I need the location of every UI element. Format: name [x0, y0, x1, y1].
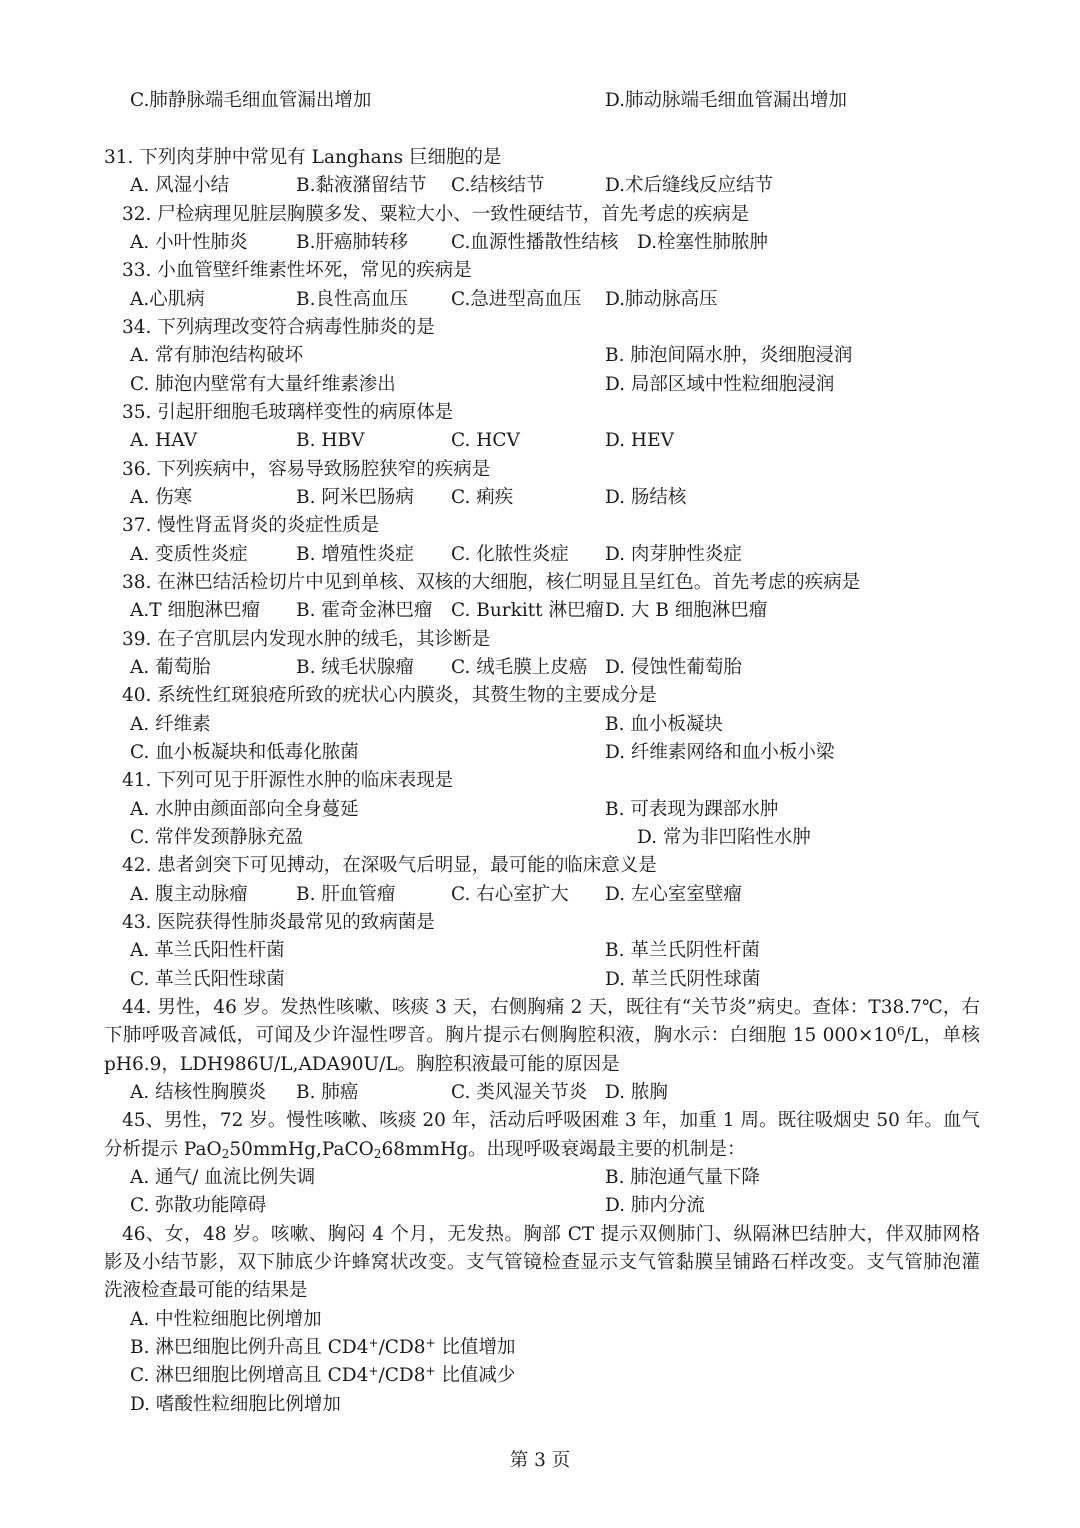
q42-option-d: D. 左心室室壁瘤 [605, 884, 742, 905]
q34-option-a: A. 常有肺泡结构破坏 [130, 345, 304, 366]
q40-option-c: C. 血小板凝块和低毒化脓菌 [130, 742, 359, 763]
q44-option-c: C. 类风湿关节炎 [451, 1082, 588, 1103]
q34-option-d: D. 局部区域中性粒细胞浸润 [605, 374, 835, 395]
q46-option-d: D. 嗜酸性粒细胞比例增加 [130, 1394, 341, 1415]
q46-stem-line2: 影及小结节影，双下肺底少许蜂窝状改变。支气管镜检查显示支气管黏膜呈铺路石样改变。支气管肺泡灌 [104, 1252, 980, 1273]
q35-option-a: A. HAV [130, 430, 198, 451]
q45-option-b: B. 肺泡通气量下降 [605, 1167, 760, 1188]
q40-option-d: D. 纤维素网络和血小板小梁 [605, 742, 835, 763]
q42-stem: 42. 患者剑突下可见搏动，在深吸气后明显，最可能的临床意义是 [122, 855, 657, 876]
q31-stem: 31. 下列肉芽肿中常见有 Langhans 巨细胞的是 [104, 147, 502, 168]
q44-option-a: A. 结核性胸膜炎 [130, 1082, 267, 1103]
q39-option-a: A. 葡萄胎 [130, 657, 211, 678]
q43-option-b: B. 革兰氏阴性杆菌 [605, 940, 760, 961]
q37-option-a: A. 变质性炎症 [130, 544, 248, 565]
q41-stem: 41. 下列可见于肝源性水肿的临床表现是 [122, 770, 454, 791]
q36-option-a: A. 伤寒 [130, 487, 193, 508]
q43-option-d: D. 革兰氏阴性球菌 [605, 969, 761, 990]
q41-option-d: D. 常为非凹陷性水肿 [637, 827, 811, 848]
q46-option-c: C. 淋巴细胞比例增高且 CD4+/CD8+ 比值减少 [130, 1364, 516, 1386]
q39-option-b: B. 绒毛状腺瘤 [296, 657, 414, 678]
q35-option-d: D. HEV [605, 430, 674, 451]
q44-option-d: D. 脓胸 [605, 1082, 668, 1103]
q44-option-b: B. 肺癌 [296, 1082, 359, 1103]
q33-stem: 33. 小血管壁纤维素性坏死，常见的疾病是 [122, 260, 472, 281]
q43-option-a: A. 革兰氏阳性杆菌 [130, 940, 285, 961]
q31-option-c: C.结核结节 [451, 175, 545, 196]
q38-option-a: A.T 细胞淋巴瘤 [130, 600, 260, 621]
q36-option-d: D. 肠结核 [605, 487, 687, 508]
q41-option-a: A. 水肿由颜面部向全身蔓延 [130, 799, 359, 820]
q32-option-a: A. 小叶性肺炎 [130, 232, 248, 253]
q39-option-c: C. 绒毛膜上皮癌 [451, 657, 588, 678]
q45-option-c: C. 弥散功能障碍 [130, 1195, 267, 1216]
q38-stem: 38. 在淋巴结活检切片中见到单核、双核的大细胞，核仁明显且呈红色。首先考虑的疾病是 [122, 572, 861, 593]
q34-option-b: B. 肺泡间隔水肿，炎细胞浸润 [605, 345, 853, 366]
q37-stem: 37. 慢性肾盂肾炎的炎症性质是 [122, 515, 380, 536]
q45-option-a: A. 通气/ 血流比例失调 [130, 1167, 316, 1188]
q45-stem-line2: 分析提示 PaO$_2$50mmHg,PaCO$_2$68mmHg。出现呼吸衰竭最主要的机制是： [104, 1139, 746, 1161]
q32-stem: 32. 尸检病理见脏层胸膜多发、粟粒大小、一致性硬结节，首先考虑的疾病是 [122, 204, 750, 225]
q32-option-c: C.血源性播散性结核 [451, 232, 619, 253]
q33-option-c: C.急进型高血压 [451, 289, 582, 310]
q38-option-d: D. 大 B 细胞淋巴瘤 [605, 600, 768, 621]
q41-option-b: B. 可表现为踝部水肿 [605, 799, 779, 820]
q32-option-d: D.栓塞性肺脓肿 [637, 232, 769, 253]
q34-option-c: C. 肺泡内壁常有大量纤维素渗出 [130, 374, 396, 395]
q35-option-c: C. HCV [451, 430, 520, 451]
q40-option-b: B. 血小板凝块 [605, 714, 723, 735]
q31-option-b: B.黏液潴留结节 [296, 175, 427, 196]
q35-option-b: B. HBV [296, 430, 365, 451]
q44-stem-line1: 44. 男性，46 岁。发热性咳嗽、咳痰 3 天，右侧胸痛 2 天，既往有“关节炎”病史。查体：T38.7℃，右 [122, 997, 980, 1018]
q45-option-d: D. 肺内分流 [605, 1195, 705, 1216]
q46-stem-line1: 46、女，48 岁。咳嗽、胸闷 4 个月，无发热。胸部 CT 提示双侧肺门、纵隔淋巴结肿大，伴双肺网格 [122, 1224, 980, 1245]
q40-option-a: A. 纤维素 [130, 714, 211, 735]
q31-option-a: A. 风湿小结 [130, 175, 230, 196]
q38-option-b: B. 霍奇金淋巴瘤 [296, 600, 433, 621]
q37-option-b: B. 增殖性炎症 [296, 544, 414, 565]
q37-option-d: D. 肉芽肿性炎症 [605, 544, 742, 565]
q33-option-d: D.肺动脉高压 [605, 289, 718, 310]
q30-option-d: D.肺动脉端毛细血管漏出增加 [605, 90, 848, 111]
q36-stem: 36. 下列疾病中，容易导致肠腔狭窄的疾病是 [122, 459, 491, 480]
q43-option-c: C. 革兰氏阳性球菌 [130, 969, 285, 990]
q36-option-b: B. 阿米巴肠病 [296, 487, 414, 508]
q46-option-b: B. 淋巴细胞比例升高且 CD4+/CD8+ 比值增加 [130, 1336, 516, 1358]
q38-option-c: C. Burkitt 淋巴瘤 [451, 600, 604, 621]
q39-option-d: D. 侵蚀性葡萄胎 [605, 657, 742, 678]
q33-option-a: A.心肌病 [130, 289, 205, 310]
page-number: 第 3 页 [509, 1450, 571, 1471]
q43-stem: 43. 医院获得性肺炎最常见的致病菌是 [122, 912, 435, 933]
q44-stem-line2: 下肺呼吸音减低，可闻及少许湿性啰音。胸片提示右侧胸腔积液，胸水示：白细胞 15 $000\times 10^6/L$，单核 [104, 1024, 980, 1046]
q37-option-c: C. 化脓性炎症 [451, 544, 569, 565]
q36-option-c: C. 痢疾 [451, 487, 514, 508]
q45-stem-line1: 45、男性，72 岁。慢性咳嗽、咳痰 20 年，活动后呼吸困难 3 年，加重 1 周。既往吸烟史 50 年。血气 [122, 1110, 980, 1131]
q34-stem: 34. 下列病理改变符合病毒性肺炎的是 [122, 317, 435, 338]
q42-option-c: C. 右心室扩大 [451, 884, 569, 905]
q30-option-c: C.肺静脉端毛细血管漏出增加 [130, 90, 372, 111]
q44-stem-line3: pH6.9，LDH986U/L,ADA90U/L。胸腔积液最可能的原因是 [104, 1054, 620, 1075]
q46-option-a: A. 中性粒细胞比例增加 [130, 1309, 322, 1330]
q33-option-b: B.良性高血压 [296, 289, 408, 310]
q46-stem-line3: 洗液检查最可能的结果是 [104, 1280, 308, 1301]
q42-option-a: A. 腹主动脉瘤 [130, 884, 248, 905]
q32-option-b: B.肝癌肺转移 [296, 232, 408, 253]
q35-stem: 35. 引起肝细胞毛玻璃样变性的病原体是 [122, 402, 454, 423]
q41-option-c: C. 常伴发颈静脉充盈 [130, 827, 304, 848]
q39-stem: 39. 在子宫肌层内发现水肿的绒毛，其诊断是 [122, 629, 491, 650]
q31-option-d: D.术后缝线反应结节 [605, 175, 774, 196]
q42-option-b: B. 肝血管瘤 [296, 884, 396, 905]
q40-stem: 40. 系统性红斑狼疮所致的疣状心内膜炎，其赘生物的主要成分是 [122, 685, 657, 706]
